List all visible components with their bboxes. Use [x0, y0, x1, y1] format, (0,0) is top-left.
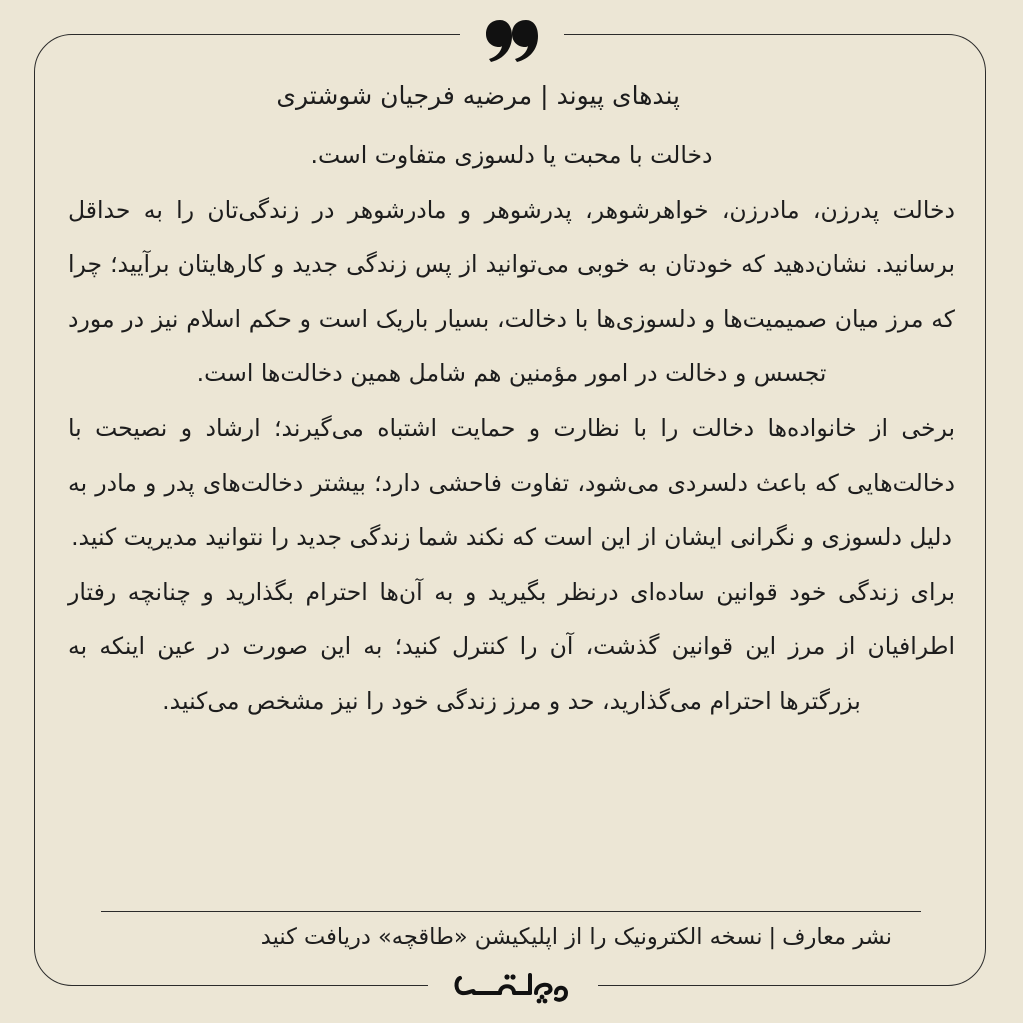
publisher-name: نشر معارف [782, 924, 892, 950]
paragraph-2: دخالت پدرزن، مادرزن، خواهرشوهر، پدرشوهر و مادرشوهر در زندگی‌تان را به حداقل برسانید. نشان‌دهید که خودتان به خوبی می‌توانید از پس زندگی جدید و کارهایتان برآیید؛ چرا که مرز میان صمیمیت‌ها و دلسوزی‌ها با دخالت، بسیار باریک است و حکم اسلام نیز در مورد تجسس و دخالت در امور مؤمنین هم شامل همین دخالت‌ها است. [68, 195, 955, 388]
footer-separator: | [768, 924, 777, 950]
download-note: نسخه الکترونیک را از اپلیکیشن «طاقچه» دریافت کنید [260, 924, 763, 950]
footer-divider [101, 911, 921, 912]
paragraph-3: برخی از خانواده‌ها دخالت را با نظارت و حمایت اشتباه می‌گیرند؛ ارشاد و نصیحت با دخالت‌هایی که باعث دلسردی می‌شود، تفاوت فاحشی دارد؛ بیشتر دخالت‌های پدر و مادر به دلیل دلسوزی و نگرانی ایشان از این است که نکند شما زندگی جدید را نتوانید مدیریت کنید. [68, 413, 955, 552]
header-separator: | [540, 81, 549, 110]
author-name: مرضیه فرجیان شوشتری [276, 81, 533, 110]
quote-icon [486, 20, 538, 62]
quote-body [68, 128, 955, 729]
taaghche-logo [452, 966, 570, 1006]
book-title: پندهای پیوند [556, 81, 680, 110]
footer-credit [100, 918, 892, 956]
paragraph-4: برای زندگی خود قوانین ساده‌ای درنظر بگیرید و به آن‌ها احترام بگذارید و چنانچه رفتار اطرافیان از مرز این قوانین گذشت، آن را کنترل کنید؛ به این صورت در عین اینکه به بزرگترها احترام می‌گذارید، حد و مرز زندگی خود را نیز مشخص می‌کنید. [68, 577, 955, 715]
paragraph-1: دخالت با محبت یا دلسوزی متفاوت است. [310, 141, 713, 169]
book-header [100, 74, 680, 118]
